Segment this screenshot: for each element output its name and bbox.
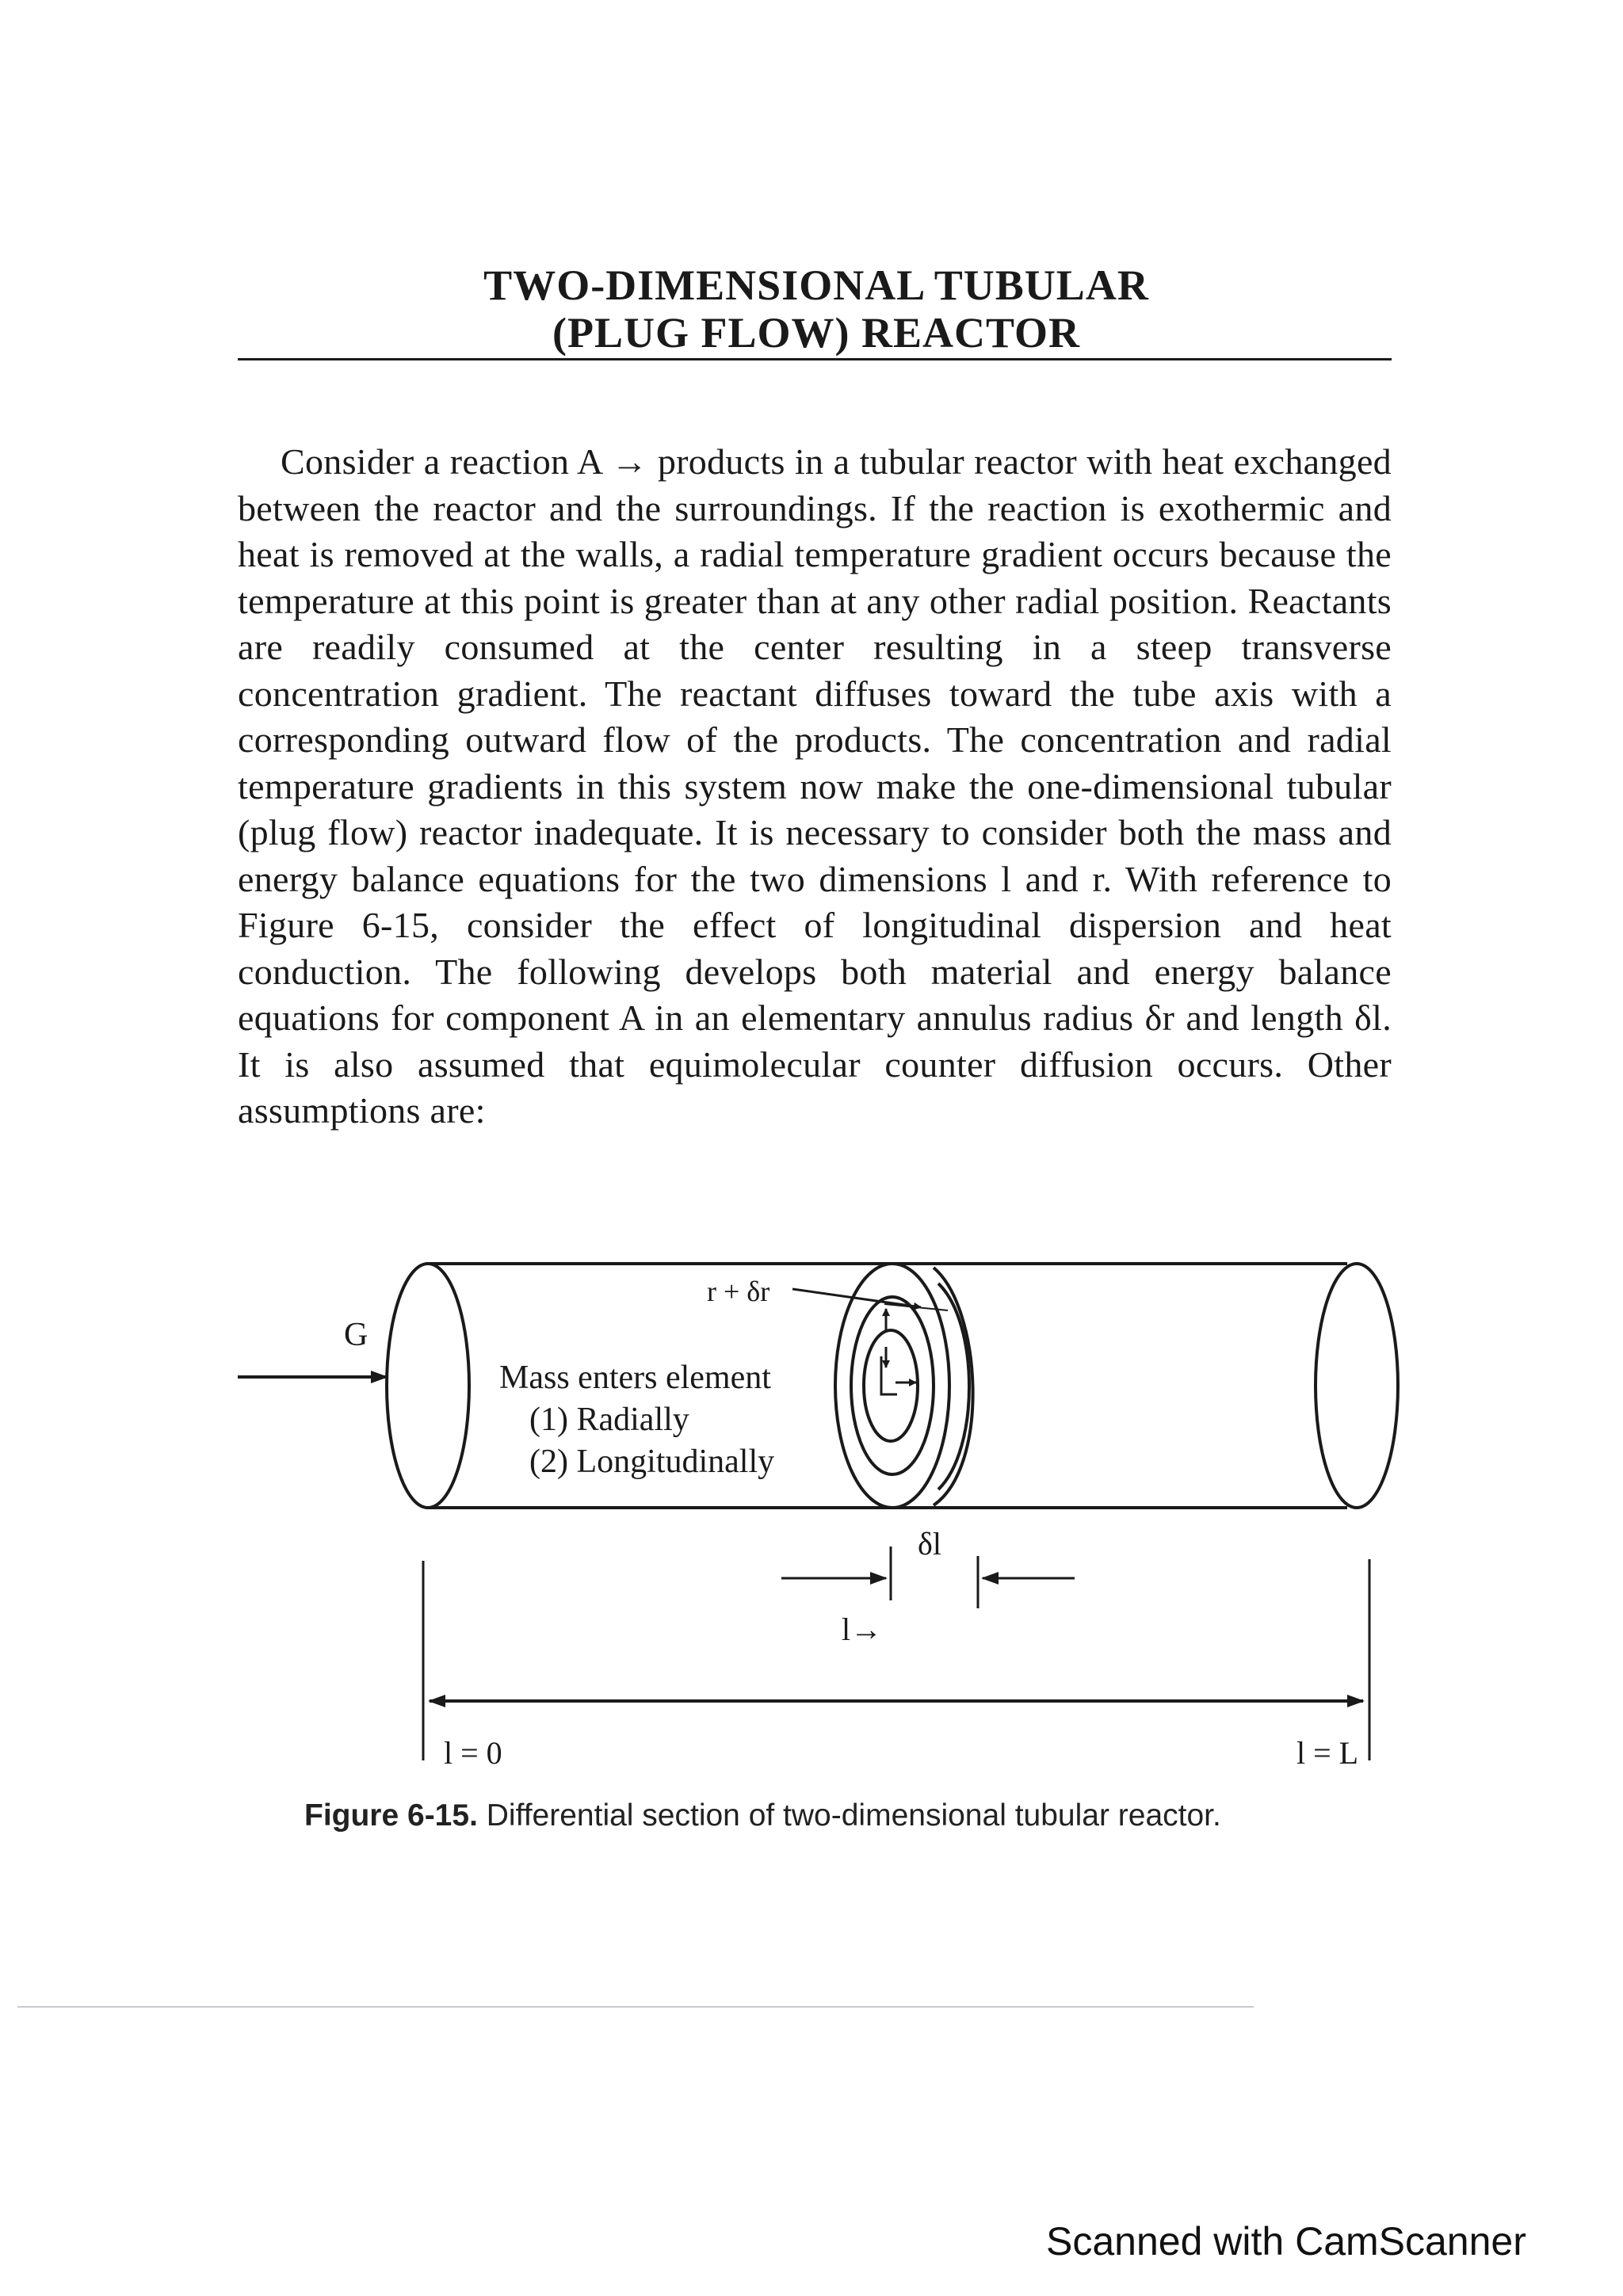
label-l-equals-L: l = L (1296, 1735, 1359, 1771)
caption-number: Figure 6-15. (304, 1798, 478, 1833)
label-g: G (344, 1317, 369, 1353)
label-l-zero: l = 0 (444, 1735, 502, 1771)
tube-outlet-end (1316, 1264, 1398, 1508)
label-r-plus-dr: r + δr (707, 1276, 770, 1307)
caption-text: Differential section of two-dimensional tubular reactor. (486, 1798, 1221, 1833)
label-l-arrow: l→ (842, 1611, 883, 1647)
tube-inlet-end (387, 1264, 469, 1508)
page-bottom-divider (17, 2006, 1254, 2008)
mass-longitudinally-text: (2) Longitudinally (529, 1444, 775, 1480)
mass-radially-text: (1) Radially (529, 1402, 689, 1438)
mass-enters-text: Mass enters element (499, 1360, 771, 1396)
annulus-inner (864, 1330, 918, 1441)
label-delta-l: δl (918, 1526, 941, 1562)
figure-caption (304, 1798, 1414, 1833)
heading-line-2: (PLUG FLOW) REACTOR (552, 309, 1081, 357)
camscanner-watermark: Scanned with CamScanner (1046, 2219, 1526, 2264)
body-paragraph: Consider a reaction A → products in a tubular reactor with heat exchanged between the reactor and the surroundings. If the reaction is exothermic and heat is removed at the walls, a radial temperature gradient occurs because the temperature at this point is greater than at any other radial position. Reactants are readily consumed at the center resulting in a steep transverse concentration gradient. The reactant diffuses toward the tube axis with a corresponding outward flow of the products. The concentration and radial temperature gradients in this system now make the one-dimensional tubular (plug flow) reactor inadequate. It is necessary to consider both the mass and energy balance equations for the two dimensions l and r. With reference to Figure 6-15, consider the effect of longitudinal dispersion and heat conduction. The following develops both material and energy balance equations for component A in an elementary annulus radius δr and length δl. It is also assumed that equimolecular counter diffusion occurs. Other assumptions are: (238, 441, 1392, 1131)
heading-line-1: TWO-DIMENSIONAL TUBULAR (483, 261, 1149, 309)
